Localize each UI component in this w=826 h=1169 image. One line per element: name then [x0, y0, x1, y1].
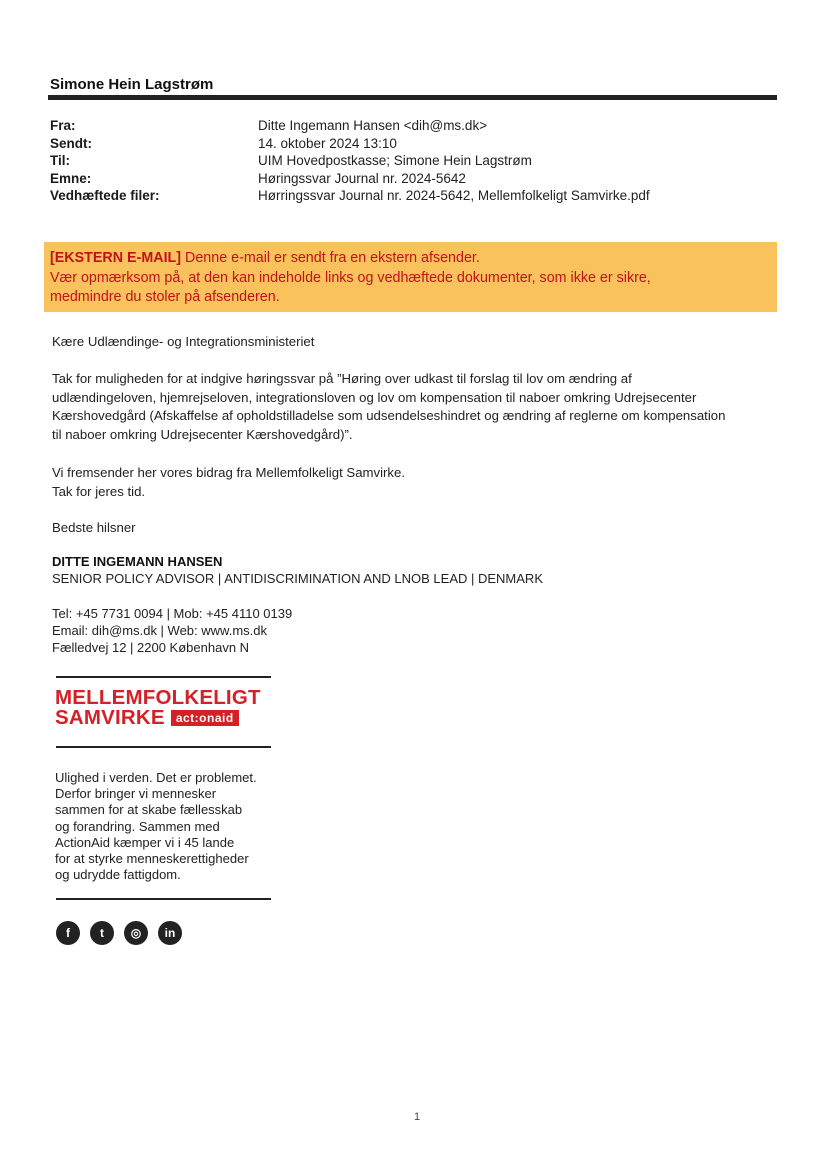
signature-address: Fælledvej 12 | 2200 København N [52, 640, 250, 655]
signature-phone: Tel: +45 7731 0094 | Mob: +45 4110 0139 [52, 606, 293, 621]
banner-line: Vær opmærksom på, at den kan indeholde links og vedhæftede dokumenter, som ikke er sikre, [50, 269, 651, 286]
header-label: Emne: [50, 170, 92, 186]
signature-title: SENIOR POLICY ADVISOR | ANTIDISCRIMINATION AND LNOB LEAD | DENMARK [52, 571, 543, 586]
header-label: Til: [50, 153, 70, 168]
body-line: til naboer omkring Udrejsecenter Kærshovedgård)”. [52, 426, 353, 442]
logo-line-2: SAMVIRKE [55, 706, 165, 729]
about-line: Ulighed i verden. Det er problemet. [55, 770, 257, 785]
signature-email: Email: dih@ms.dk | Web: www.ms.dk [52, 623, 267, 638]
email-header-fields [50, 117, 650, 205]
linkedin-icon[interactable]: in [158, 921, 182, 945]
about-line: og udrydde fattigdom. [55, 867, 181, 883]
about-line: sammen for at skabe fællesskab [55, 802, 243, 818]
about-line: Derfor bringer vi mennesker [55, 786, 217, 802]
mellemfolkeligt-samvirke-logo [55, 688, 261, 728]
mailbox-owner-name: Simone Hein Lagstrøm [50, 76, 214, 93]
body-line: udlændingeloven, hjemrejseloven, integrationsloven og lov om kompensation til naboer omkring Udrejsecenter [52, 389, 697, 405]
body-paragraph-2 [52, 464, 772, 501]
actionaid-badge: act:onaid [171, 710, 239, 726]
about-line: og forandring. Sammen med [55, 818, 220, 834]
banner-line [50, 249, 777, 269]
banner-line: medmindre du stoler på afsenderen. [50, 289, 280, 305]
header-from [50, 117, 650, 135]
banner-text: Denne e-mail er sendt fra en ekstern afsender. [181, 250, 480, 266]
header-label: Vedhæftede filer: [50, 188, 160, 203]
page-number: 1 [414, 1111, 421, 1123]
header-value: UIM Hovedpostkasse; Simone Hein Lagstrøm [258, 153, 532, 168]
body-line: Kærshovedgård (Afskaffelse af opholdstilladelse som udsendelseshindret og ændring af reglerne om kompensation [52, 408, 726, 423]
header-label: Sendt: [50, 135, 92, 151]
greeting: Kære Udlændinge- og Integrationsministeriet [52, 334, 315, 349]
header-sent [50, 135, 650, 153]
facebook-icon[interactable]: f [56, 921, 80, 945]
signature-name: DITTE INGEMANN HANSEN [52, 554, 223, 569]
signature-divider [56, 746, 271, 748]
signature-divider [56, 676, 271, 678]
body-paragraph-1 [52, 370, 772, 444]
twitter-icon[interactable]: t [90, 921, 114, 945]
instagram-icon[interactable]: ◎ [124, 921, 148, 945]
about-line: for at styrke menneskerettigheder [55, 851, 249, 867]
closing: Bedste hilsner [52, 520, 136, 535]
signature-contact [52, 605, 292, 656]
attachment-filename: Hørringssvar Journal nr. 2024-5642, Mellemfolkeligt Samvirke.pdf [258, 188, 650, 203]
banner-tag: [EKSTERN E-MAIL] [50, 250, 182, 266]
body-line: Vi fremsender her vores bidrag fra Mellemfolkeligt Samvirke. [52, 465, 406, 480]
header-attachments [50, 187, 650, 205]
body-line: Tak for jeres tid. [52, 483, 146, 499]
about-line: ActionAid kæmper vi i 45 lande [55, 834, 235, 850]
header-value: 14. oktober 2024 13:10 [258, 135, 397, 151]
organisation-description [55, 770, 257, 883]
signature-divider [56, 898, 271, 900]
logo-line-1: MELLEMFOLKELIGT [55, 686, 261, 709]
external-email-warning-banner [44, 242, 777, 312]
social-links [56, 921, 182, 945]
header-label: Fra: [50, 118, 76, 133]
header-rule [48, 95, 777, 100]
header-value: Ditte Ingemann Hansen <dih@ms.dk> [258, 118, 488, 133]
body-line: Tak for muligheden for at indgive høringssvar på ”Høring over udkast til forslag til lov om ændring af [52, 371, 632, 386]
header-value: Høringssvar Journal nr. 2024-5642 [258, 170, 466, 186]
header-to [50, 152, 650, 170]
header-subject [50, 170, 650, 188]
